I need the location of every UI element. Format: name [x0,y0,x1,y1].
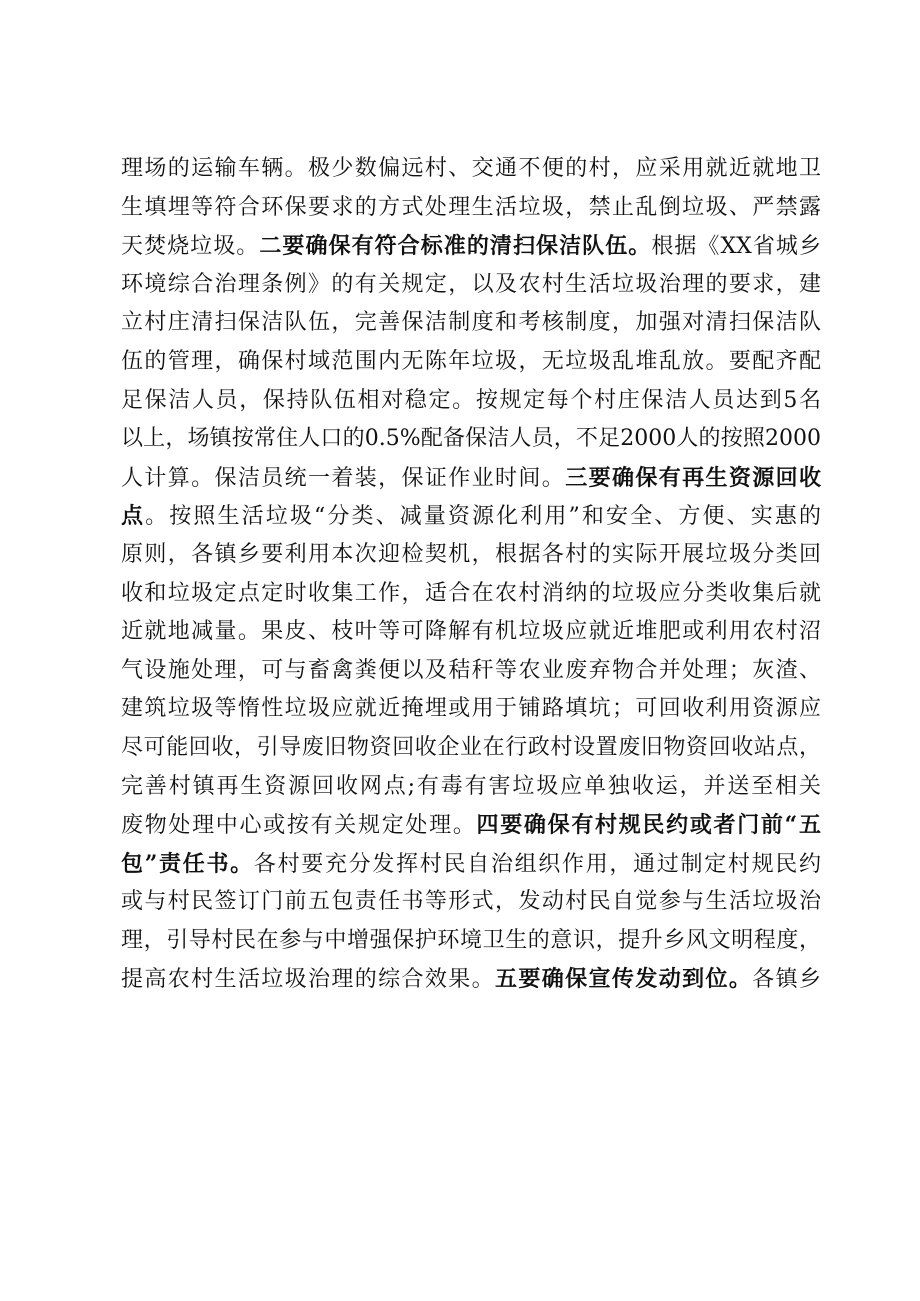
text-line [121,768,821,807]
text-line [121,150,821,189]
body-text-segment: 各村要充分发挥村民自治组织作用，通过制定村规民约 [253,851,821,877]
body-text-segment: 足保洁人员，保持队伍相对稳定。按规定每个村庄保洁人员达到5名 [121,387,821,413]
body-text-segment: 根据《XX省城乡 [651,234,821,260]
body-text [121,150,821,999]
body-text-segment: 近就地减量。果皮、枝叶等可降解有机垃圾应就近堆肥或利用农村沼 [121,619,821,645]
text-line [121,536,821,575]
body-text-segment: 气设施处理，可与畜禽粪便以及秸秆等农业废弃物合并处理；灰渣、 [121,657,821,683]
body-text-segment: 建筑垃圾等惰性垃圾应就近掩埋或用于铺路填坑；可回收利用资源应 [121,696,821,722]
text-line [121,690,821,729]
body-text-segment: 原则，各镇乡要利用本次迎检契机，根据各村的实际开展垃圾分类回 [121,541,821,567]
bold-heading-text: 二要确保有符合标准的清扫保洁队伍。 [259,233,652,260]
text-line [121,227,821,266]
bold-heading-text: 五要确保宣传发动到位。 [495,966,753,993]
body-text-segment: 提高农村生活垃圾治理的综合效果。 [121,967,496,993]
text-line [121,613,821,652]
text-line [121,189,821,228]
body-text-segment: 天焚烧垃圾。 [121,234,260,260]
body-text-segment: 理，引导村民在参与中增强保护环境卫生的意识，提升乡风文明程度， [121,927,821,953]
text-line [121,575,821,614]
text-line [121,922,821,961]
text-line [121,497,821,536]
text-line [121,806,821,845]
body-text-segment: 完善村镇再生资源回收网点;有毒有害垃圾应单独收运，并送至相关 [121,773,821,799]
body-text-segment: 理场的运输车辆。极少数偏远村、交通不便的村，应采用就近就地卫 [121,156,821,181]
text-line [121,729,821,768]
body-text-segment: 或与村民签订门前五包责任书等形式，发动村民自觉参与生活垃圾治 [121,889,821,915]
text-line [121,652,821,691]
bold-heading-text: 包”责任书。 [121,850,254,877]
body-text-segment: 环境综合治理条例》的有关规定，以及农村生活垃圾治理的要求，建 [121,271,821,297]
text-line [121,420,821,459]
body-text-segment: 各镇乡 [752,967,821,993]
body-text-segment: 以上，场镇按常住人口的0.5%配备保洁人员，不足2000人的按照2000 [121,426,821,452]
text-line [121,459,821,498]
text-line [121,960,821,999]
text-line [121,382,821,421]
body-text-segment: 废物处理中心或按有关规定处理。 [121,813,477,839]
text-line [121,304,821,343]
body-text-segment: 生填埋等符合环保要求的方式处理生活垃圾，禁止乱倒垃圾、严禁露 [121,194,821,220]
body-text-segment: 尽可能回收，引导废旧物资回收企业在行政村设置废旧物资回收站点， [121,734,821,760]
bold-heading-text: 点 [121,503,146,530]
bold-heading-text: 四要确保有村规民约或者门前“五 [476,812,821,839]
body-text-segment: 收和垃圾定点定时收集工作，适合在农村消纳的垃圾应分类收集后就 [121,580,821,606]
text-line [121,343,821,382]
body-text-segment: 伍的管理，确保村域范围内无陈年垃圾，无垃圾乱堆乱放。要配齐配 [121,348,821,374]
body-text-segment: 。按照生活垃圾“分类、减量资源化利用”和安全、方便、实惠的 [145,504,821,530]
body-text-segment: 人计算。保洁员统一着装，保证作业时间。 [121,465,566,491]
text-line [121,845,821,884]
text-line [121,266,821,305]
text-line [121,883,821,922]
body-text-segment: 立村庄清扫保洁队伍，完善保洁制度和考核制度，加强对清扫保洁队 [121,310,821,336]
bold-heading-text: 三要确保有再生资源回收 [565,464,821,491]
